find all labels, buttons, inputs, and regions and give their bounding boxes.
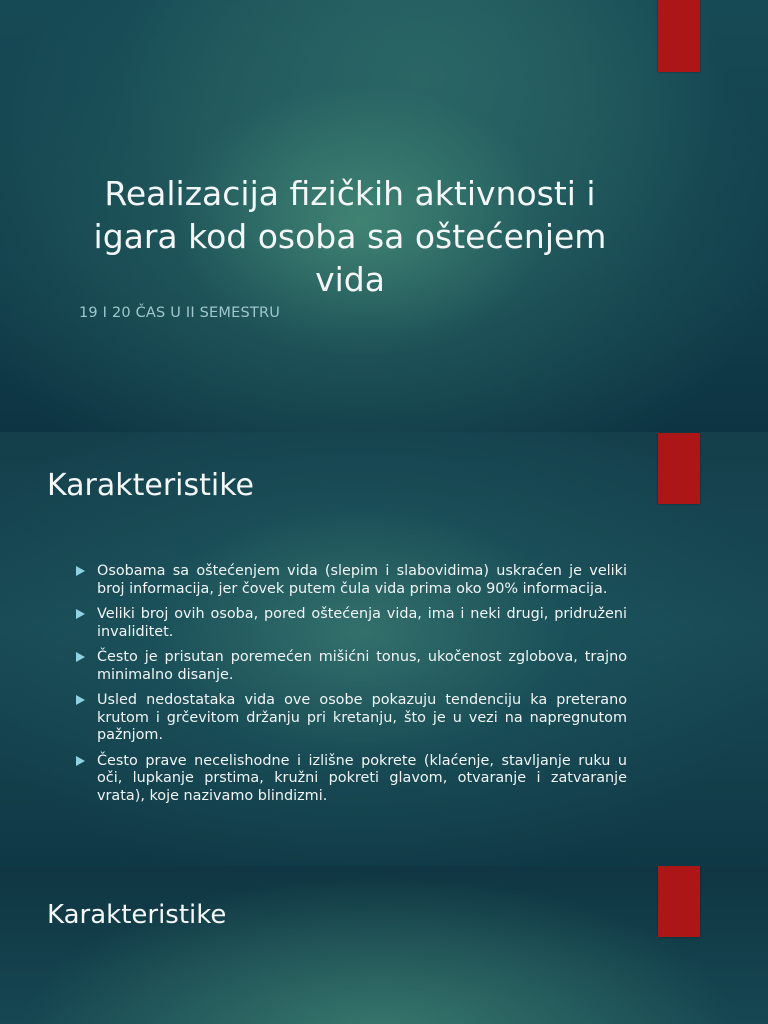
triangle-right-icon <box>76 652 85 662</box>
bullet-text: Osobama sa oštećenjem vida (slepim i slabovidima) uskraćen je veliki broj informacija, jer čovek putem čula vida prima oko 90% informacija. <box>97 563 627 597</box>
bullet-text: Usled nedostataka vida ove osobe pokazuju tendenciju ka preterano krutom i grčevitom držanju pri kretanju, što je u vezi na napregnutom pažnjom. <box>97 692 627 743</box>
partial-slide <box>0 866 768 1024</box>
list-item <box>75 606 627 641</box>
triangle-right-icon <box>76 609 85 619</box>
bullet-text: Često prave necelishodne i izlišne pokrete (klaćenje, stavljanje ruku u oči, lupkanje prstima, kružni pokreti glavom, otvaranje i zatvaranje vrata), koje nazivamo blindizmi. <box>97 752 627 804</box>
accent-bar <box>658 866 700 937</box>
slide-title: Realizacija fizičkih aktivnosti i igara kod osoba sa oštećenjem vida <box>93 174 607 299</box>
title-slide <box>0 0 768 432</box>
list-item <box>75 692 627 745</box>
triangle-right-icon <box>76 566 85 576</box>
bullet-text: Veliki broj ovih osoba, pored oštećenja vida, ima i neki drugi, pridruženi invaliditet. <box>97 606 627 640</box>
triangle-right-icon <box>76 756 85 766</box>
section-heading: Karakteristike <box>47 900 227 930</box>
accent-bar <box>658 0 700 72</box>
triangle-right-icon <box>76 695 85 705</box>
bullet-list <box>75 563 627 813</box>
slide-subtitle: 19 I 20 ČAS U II SEMESTRU <box>79 305 281 321</box>
content-slide <box>0 432 768 866</box>
list-item <box>75 649 627 684</box>
bullet-text: Često je prisutan poremećen mišićni tonus, ukočenost zglobova, trajno minimalno disanje. <box>97 649 627 683</box>
section-heading: Karakteristike <box>47 468 254 503</box>
list-item <box>75 563 627 598</box>
list-item <box>75 753 627 806</box>
accent-bar <box>658 433 700 504</box>
